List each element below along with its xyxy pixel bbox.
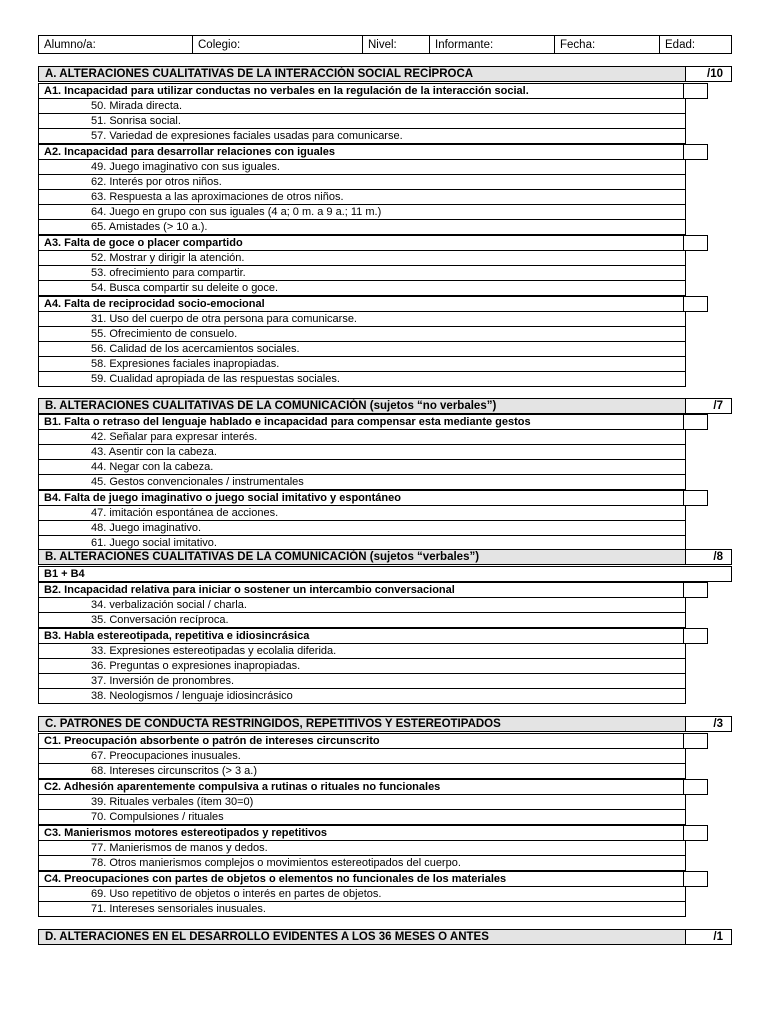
subsection-b3-title: B3. Habla estereotipada, repetitiva e idiosincrásica [44,630,310,642]
section-a-score[interactable]: /10 [685,67,731,81]
section-b-verbal-header [38,549,732,565]
list-item: 77. Manierismos de manos y dedos. [38,841,686,856]
list-item: 57. Variedad de expresiones faciales usadas para comunicarse. [38,129,686,144]
subsection-a3 [38,235,708,251]
section-b-nonverbal-score[interactable]: /7 [685,399,731,413]
list-item: 49. Juego imaginativo con sus iguales. [38,160,686,175]
list-item: 31. Uso del cuerpo de otra persona para comunicarse. [38,312,686,327]
score-box[interactable] [683,83,707,99]
list-item: 42. Señalar para expresar interés. [38,430,686,445]
edad-field[interactable]: Edad: [665,39,696,51]
subsection-b2-title: B2. Incapacidad relativa para iniciar o sostener un intercambio conversacional [44,584,455,596]
list-item: 69. Uso repetitivo de objetos o interés en partes de objetos. [38,887,686,902]
list-item: 61. Juego social imitativo. [38,536,686,551]
list-item: 51. Sonrisa social. [38,114,686,129]
list-item: 65. Amistades (> 10 a.). [38,220,686,235]
subsection-c3-title: C3. Manierismos motores estereotipados y repetitivos [44,827,328,839]
list-item: 39. Rituales verbales (ítem 30=0) [38,795,686,810]
subsection-a2 [38,144,708,160]
score-box[interactable] [683,144,707,160]
list-item: 44. Negar con la cabeza. [38,460,686,475]
list-item: 33. Expresiones estereotipadas y ecolalia diferida. [38,644,686,659]
subsection-c1 [38,733,708,749]
subsection-b3 [38,628,708,644]
list-item: 56. Calidad de los acercamientos sociales. [38,342,686,357]
subsection-a1 [38,83,708,99]
subsection-b1-title: B1. Falta o retraso del lenguaje hablado e incapacidad para compensar esta mediante gestos [44,416,531,428]
list-item: 58. Expresiones faciales inapropiadas. [38,357,686,372]
score-box[interactable] [683,296,707,312]
subsection-c4 [38,871,708,887]
section-d-title: D. ALTERACIONES EN EL DESARROLLO EVIDENTES A LOS 36 MESES O ANTES [45,931,489,943]
section-a-header [38,66,732,82]
list-item: 47. imitación espontánea de acciones. [38,506,686,521]
score-box[interactable] [683,582,707,598]
section-d-header [38,929,732,945]
score-box[interactable] [683,414,707,430]
subsection-a3-title: A3. Falta de goce o placer compartido [44,237,243,249]
section-c-header [38,716,732,732]
fecha-field[interactable]: Fecha: [555,36,660,53]
section-b-nonverbal-header [38,398,732,414]
list-item: 38. Neologismos / lenguaje idiosincrásico [38,689,686,704]
subsection-a1-title: A1. Incapacidad para utilizar conductas no verbales en la regulación de la interacción social. [44,85,529,97]
colegio-field[interactable]: Colegio: [193,36,363,53]
list-item: 59. Cualidad apropiada de las respuestas sociales. [38,372,686,387]
list-item: 62. Interés por otros niños. [38,175,686,190]
list-item: 71. Intereses sensoriales inusuales. [38,902,686,917]
subsection-c2 [38,779,708,795]
score-box[interactable] [683,871,707,887]
section-b-nonverbal-title: B. ALTERACIONES CUALITATIVAS DE LA COMUNICACIÓN (sujetos “no verbales”) [45,400,497,412]
section-b-verbal-title: B. ALTERACIONES CUALITATIVAS DE LA COMUNICACIÓN (sujetos “verbales”) [45,551,480,563]
subsection-b1 [38,414,708,430]
list-item: 36. Preguntas o expresiones inapropiadas. [38,659,686,674]
list-item: 50. Mirada directa. [38,99,686,114]
subsection-c1-title: C1. Preocupación absorbente o patrón de intereses circunscrito [44,735,380,747]
score-box[interactable] [683,733,707,749]
list-item: 35. Conversación recíproca. [38,613,686,628]
alumno-field[interactable]: Alumno/a: [39,36,193,53]
list-item: 63. Respuesta a las aproximaciones de otros niños. [38,190,686,205]
list-item: 78. Otros manierismos complejos o movimientos estereotipados del cuerpo. [38,856,686,871]
subsection-a2-title: A2. Incapacidad para desarrollar relaciones con iguales [44,146,336,158]
score-box[interactable] [683,825,707,841]
list-item: 34. verbalización social / charla. [38,598,686,613]
score-box[interactable] [683,490,707,506]
subsection-b1-b4 [38,566,732,582]
section-a-title: A. ALTERACIONES CUALITATIVAS DE LA INTERACCIÓN SOCIAL RECÍPROCA [45,68,474,80]
subsection-b1-b4-title: B1 + B4 [44,568,85,580]
list-item: 45. Gestos convencionales / instrumentales [38,475,686,490]
subsection-c4-title: C4. Preocupaciones con partes de objetos o elementos no funcionales de los materiales [44,873,507,885]
list-item: 48. Juego imaginativo. [38,521,686,536]
list-item: 37. Inversión de pronombres. [38,674,686,689]
score-box[interactable] [683,628,707,644]
subsection-b4-title: B4. Falta de juego imaginativo o juego social imitativo y espontáneo [44,492,401,504]
subsection-c2-title: C2. Adhesión aparentemente compulsiva a rutinas o rituales no funcionales [44,781,441,793]
nivel-field[interactable]: Nivel: [363,36,430,53]
section-c-score[interactable]: /3 [685,717,731,731]
section-c-title: C. PATRONES DE CONDUCTA RESTRINGIDOS, REPETITIVOS Y ESTEREOTIPADOS [45,718,501,730]
list-item: 68. Intereses circunscritos (> 3 a.) [38,764,686,779]
list-item: 67. Preocupaciones inusuales. [38,749,686,764]
section-b-verbal-score[interactable]: /8 [685,550,731,564]
score-box[interactable] [683,779,707,795]
informante-field[interactable]: Informante: [430,36,555,53]
score-box[interactable] [683,235,707,251]
list-item: 43. Asentir con la cabeza. [38,445,686,460]
subsection-c3 [38,825,708,841]
subsection-a4-title: A4. Falta de reciprocidad socio-emocional [44,298,265,310]
list-item: 70. Compulsiones / rituales [38,810,686,825]
list-item: 54. Busca compartir su deleite o goce. [38,281,686,296]
list-item: 53. ofrecimiento para compartir. [38,266,686,281]
subsection-b4 [38,490,708,506]
list-item: 64. Juego en grupo con sus iguales (4 a; 0 m. a 9 a.; 11 m.) [38,205,686,220]
list-item: 55. Ofrecimiento de consuelo. [38,327,686,342]
student-info-row [38,35,732,54]
section-d-score[interactable]: /1 [685,930,731,944]
subsection-a4 [38,296,708,312]
subsection-b2 [38,582,708,598]
list-item: 52. Mostrar y dirigir la atención. [38,251,686,266]
